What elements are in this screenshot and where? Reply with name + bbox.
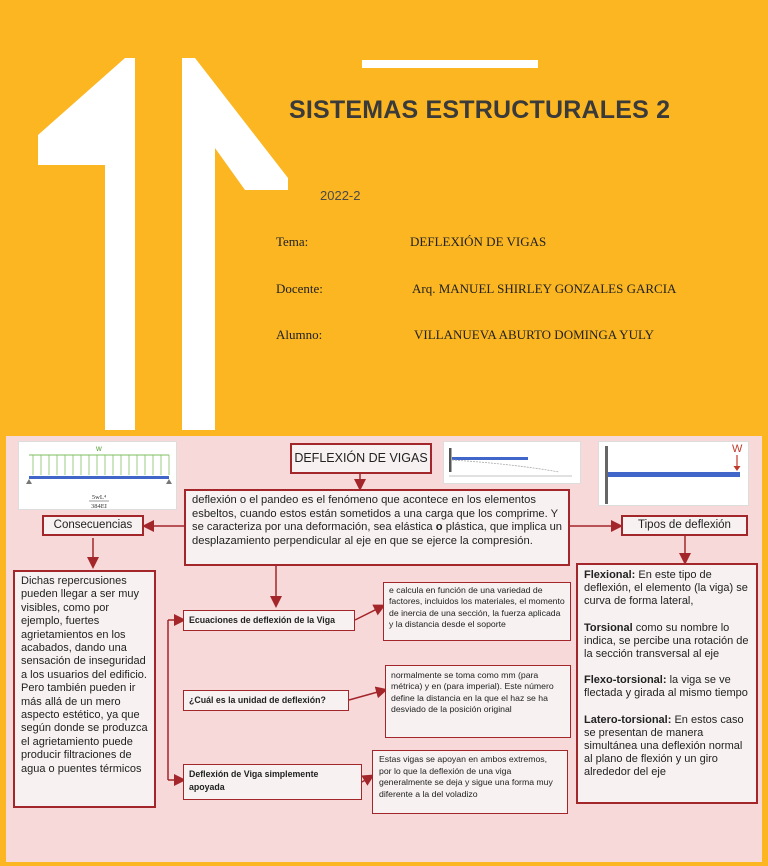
beam-uniform-load-diagram <box>19 442 178 511</box>
ecuaciones-label-box <box>183 610 355 631</box>
apoyada-text: Estas vigas se apoyan en ambos extremos, por lo que la deflexión de una viga generalmente se deja y sigue una forma muy diferente a la del voladizo <box>379 754 553 799</box>
year-label: 2022-2 <box>320 188 361 203</box>
tipo-flexo-torsional-name: Flexo-torsional: <box>584 674 667 687</box>
definition-text-bold: o <box>435 521 443 534</box>
apoyada-text-box <box>372 750 568 814</box>
central-title: DEFLEXIÓN DE VIGAS <box>294 451 428 465</box>
ecuaciones-text: e calcula en función de una variedad de factores, incluidos los materiales, el momento de inercia de una sección, la fuerza aplicada y la distancia desde el soporte <box>389 585 565 630</box>
tipo-flexional-name: Flexional: <box>584 569 636 581</box>
tipo-flexional-text: En este tipo de deflexión, el elemento (la viga) se curva de forma lateral, <box>584 569 748 608</box>
consecuencias-text-box <box>13 570 156 808</box>
docente-label: Docente: <box>276 281 323 296</box>
tipos-label: Tipos de deflexión <box>638 519 731 531</box>
alumno-label: Alumno: <box>276 327 323 342</box>
tema-label: Tema: <box>276 234 309 249</box>
central-title-box <box>290 443 432 474</box>
tipo-flexional <box>584 569 750 609</box>
tipo-latero-torsional <box>584 714 750 780</box>
cantilever-point-load-diagram <box>599 442 750 507</box>
cantilever-point-load-image <box>598 441 749 506</box>
tipo-torsional-name: Torsional <box>584 621 633 634</box>
formula-numerator: 5wL⁴ <box>91 494 107 501</box>
apoyada-label-box <box>183 764 362 800</box>
cantilever-deflection-diagram <box>444 442 582 485</box>
tipo-latero-torsional-name: Latero-torsional: <box>584 713 672 726</box>
tipos-label-box <box>621 515 748 536</box>
formula-denominator: 384EI <box>91 503 107 510</box>
tipo-flexo-torsional-text: la viga se ve flectada y girada al mismo tiempo <box>584 674 748 700</box>
definition-text-pre: deflexión o el pandeo es el fenómeno que acontece en los elementos esbeltos, cuando estos están sometidos a una carga que los comprime. Y se caracteriza por una deformación, sea elástica <box>192 494 558 534</box>
unidad-text: normalmente se toma como mm (para métrica) y en (para imperial). Este número define la distancia en la que el haz se ha desviado de la posición original <box>391 670 554 715</box>
tema-value: DEFLEXIÓN DE VIGAS <box>410 234 547 249</box>
beam-uniform-load-image <box>18 441 177 510</box>
tipo-flexo-torsional <box>584 674 750 700</box>
apoyada-label: Deflexión de Viga simplemente apoyada <box>189 769 319 792</box>
unidad-text-box <box>385 665 571 738</box>
consecuencias-text: Dichas repercusiones pueden llegar a ser muy visibles, como por ejemplo, fuertes agrietamientos en los acabados, dando una sensación de inseguridad a los usuarios del edificio. Pero también pueden ir más allá de un mero aspecto estético, ya que según donde se produzca el agrietamiento puede producir filtraciones de agua o puentes térmicos <box>21 575 148 775</box>
load-W-label: W <box>732 443 743 455</box>
cantilever-deflection-image <box>443 441 581 484</box>
ecuaciones-label: Ecuaciones de deflexión de la Viga <box>189 615 336 625</box>
page-title: SISTEMAS ESTRUCTURALES 2 <box>289 96 671 124</box>
definition-box <box>184 489 570 566</box>
ecuaciones-text-box <box>383 582 571 641</box>
load-w-label: w <box>96 444 102 453</box>
tipo-latero-torsional-text: En estos caso se presentan de manera simultánea una deflexión normal al plano de flexión y un giro alrededor del eje <box>584 713 744 779</box>
tipo-torsional-text: como su nombre lo indica, se percibe una rotación de la sección transversal al eje <box>584 621 749 661</box>
alumno-value: VILLANUEVA ABURTO DOMINGA YULY <box>414 327 654 342</box>
unidad-label: ¿Cuál es la unidad de deflexión? <box>189 695 326 705</box>
consecuencias-label-box <box>42 515 144 536</box>
definition-text-post: plástica, que implica un desplazamiento perpendicular al eje en que se ejerce la compresión. <box>192 521 563 547</box>
tipos-detail-box <box>576 563 758 804</box>
docente-value: Arq. MANUEL SHIRLEY GONZALES GARCIA <box>412 281 677 296</box>
consecuencias-label: Consecuencias <box>53 519 133 531</box>
unidad-label-box <box>183 690 349 711</box>
tipo-torsional <box>584 622 750 662</box>
